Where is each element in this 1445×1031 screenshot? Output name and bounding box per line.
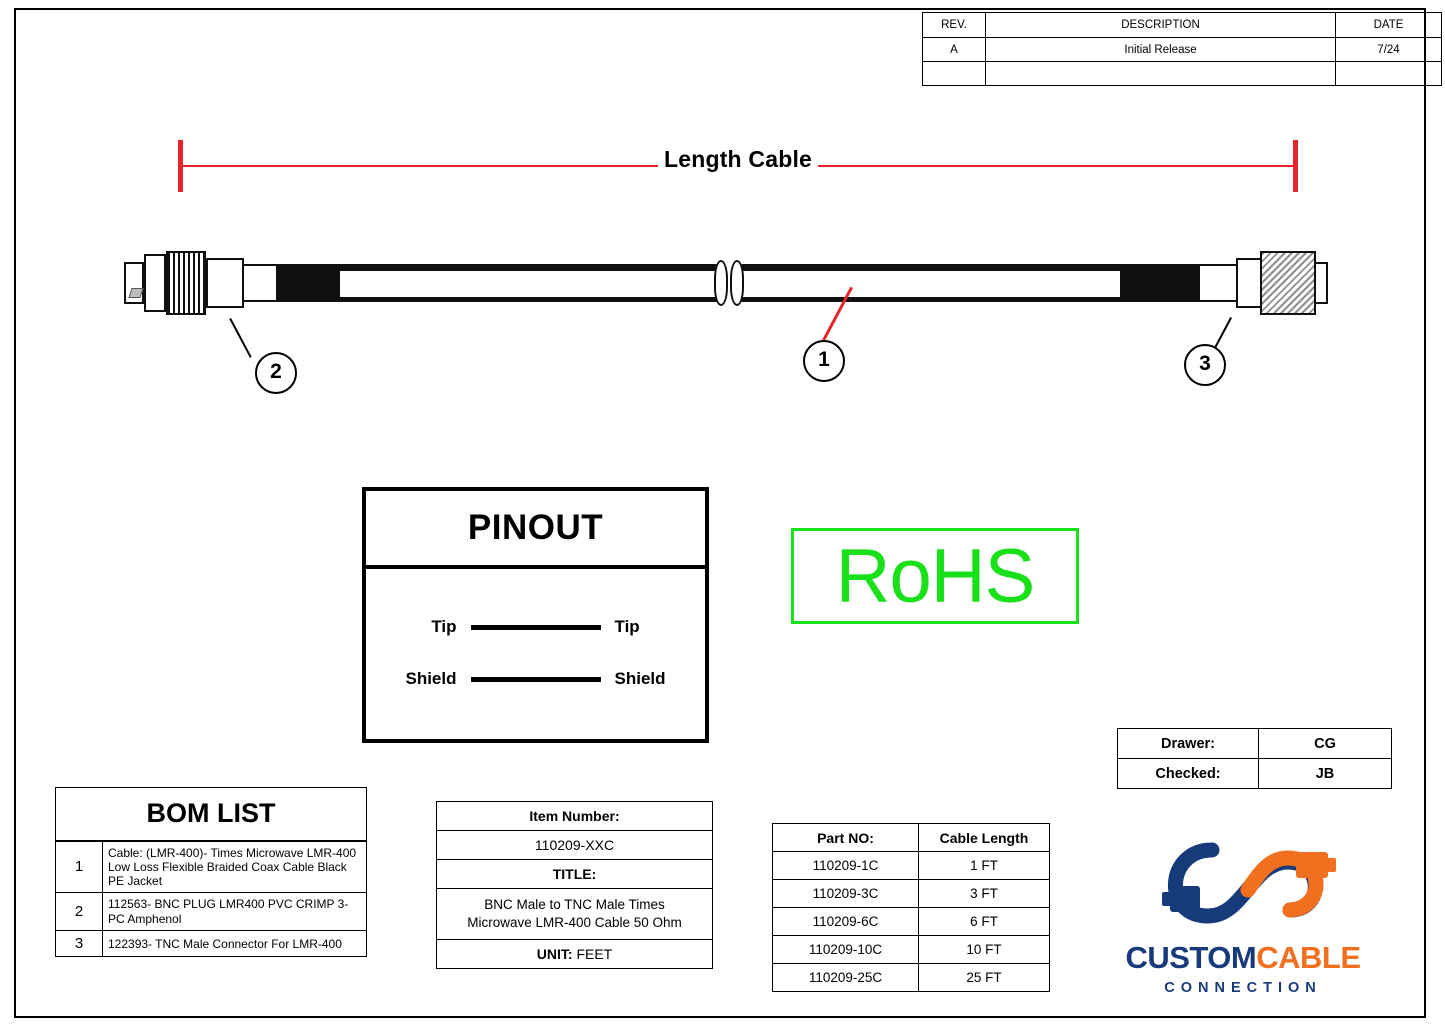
cable-length: 25 FT [919,964,1050,992]
pinout-left-label-tip: Tip [431,617,457,636]
balloon-1: 1 [803,340,845,382]
tnc-knurled-nut [1260,251,1316,315]
bnc-center-pin [128,288,143,298]
cable-length: 6 FT [919,908,1050,936]
revision-description-value-empty [986,62,1336,86]
unit-row [437,940,712,968]
part-number: 110209-1C [773,852,919,880]
item-title-block [436,801,713,969]
bom-item-number: 1 [56,842,103,893]
logo-word-cable: CABLE [1256,940,1361,975]
table-row [56,893,366,930]
revision-date-value: 7/24 [1336,38,1442,62]
table-row [773,908,1050,936]
revision-header-description: DESCRIPTION [986,13,1336,38]
revision-table [922,12,1442,86]
balloon-3: 3 [1184,344,1226,386]
revision-date-value-empty [1336,62,1442,86]
company-logo [1078,828,1408,1008]
title-label: TITLE: [437,860,712,889]
table-row [923,13,1442,38]
table-row [923,62,1442,86]
table-row [773,964,1050,992]
dimension-label: Length Cable [658,146,818,173]
bnc-knurled-nut [166,251,206,315]
logo-subtitle: CONNECTION [1164,980,1322,996]
pinout-left-label-shield: Shield [405,669,457,688]
parts-header-length: Cable Length [919,824,1050,852]
checked-value: JB [1259,759,1392,789]
break-squiggle-left [714,260,728,306]
bnc-male-connector [124,248,272,318]
title-value: BNC Male to TNC Male Times Microwave LMR-400 Cable 50 Ohm [437,889,712,940]
pinout-right-label-tip: Tip [614,617,640,636]
bnc-nose [124,262,144,304]
table-row [773,852,1050,880]
bom-item-description: 122393- TNC Male Connector For LMR-400 [103,930,367,956]
dimension-line-left [181,165,659,167]
bnc-crimp-ferrule [242,264,278,302]
break-squiggle-right [730,260,744,306]
logo-wordmark [1078,940,1408,976]
revision-description-value: Initial Release [986,38,1336,62]
pinout-rows [366,569,705,705]
length-dimension [178,140,1298,192]
bom-list [55,787,367,957]
drawer-label: Drawer: [1118,729,1259,759]
part-number: 110209-25C [773,964,919,992]
cable-jacket-highlight-right [735,269,1120,299]
table-row [56,930,366,956]
unit-value: FEET [576,946,613,963]
revision-rev-value-empty [923,62,986,86]
drawer-value: CG [1259,729,1392,759]
unit-label: UNIT: [536,946,573,963]
pinout-title: PINOUT [366,491,705,569]
logo-word-custom: CUSTOM [1125,940,1257,975]
checked-label: Checked: [1118,759,1259,789]
dimension-line-right [817,165,1295,167]
bom-title: BOM LIST [56,788,366,841]
part-number-table [772,823,1050,992]
bom-item-number: 2 [56,893,103,930]
revision-rev-value: A [923,38,986,62]
cable-jacket-highlight-left [340,269,720,299]
tnc-tip [1314,262,1328,304]
item-number-label: Item Number: [437,802,712,831]
pinout-row-shield [366,653,705,705]
cable-length: 10 FT [919,936,1050,964]
cable-length: 1 FT [919,852,1050,880]
bom-table [56,841,366,956]
cable-loop-icon [1148,828,1348,938]
bom-item-description: 112563- BNC PLUG LMR400 PVC CRIMP 3-PC Amphenol [103,893,367,930]
table-row [1118,729,1392,759]
bom-item-number: 3 [56,930,103,956]
cable-assembly-drawing [110,236,1340,336]
table-row [1118,759,1392,789]
table-row [773,880,1050,908]
approvals-table [1117,728,1392,789]
pinout-right-label-shield: Shield [614,669,666,688]
table-row [923,38,1442,62]
tnc-crimp-ferrule [1198,264,1238,302]
bom-item-description: Cable: (LMR-400)- Times Microwave LMR-400 Low Loss Flexible Braided Coax Cable Black PE Jacket [103,842,367,893]
part-number: 110209-6C [773,908,919,936]
balloon-2: 2 [255,352,297,394]
pinout-wire-tip [471,625,601,630]
item-number-value: 110209-XXC [437,831,712,860]
pinout-box [362,487,709,743]
pinout-row-tip [366,601,705,653]
part-number: 110209-3C [773,880,919,908]
bnc-shell [144,254,166,312]
table-row [773,824,1050,852]
revision-header-date: DATE [1336,13,1442,38]
revision-header-rev: REV. [923,13,986,38]
tnc-male-connector [1198,248,1330,318]
cable-length: 3 FT [919,880,1050,908]
part-number: 110209-10C [773,936,919,964]
rohs-badge: RoHS [791,528,1079,624]
cable-break-symbol [712,260,748,306]
bnc-body [206,258,244,308]
table-row [773,936,1050,964]
parts-header-part: Part NO: [773,824,919,852]
table-row [56,842,366,893]
tnc-body [1236,258,1262,308]
pinout-wire-shield [471,677,601,682]
